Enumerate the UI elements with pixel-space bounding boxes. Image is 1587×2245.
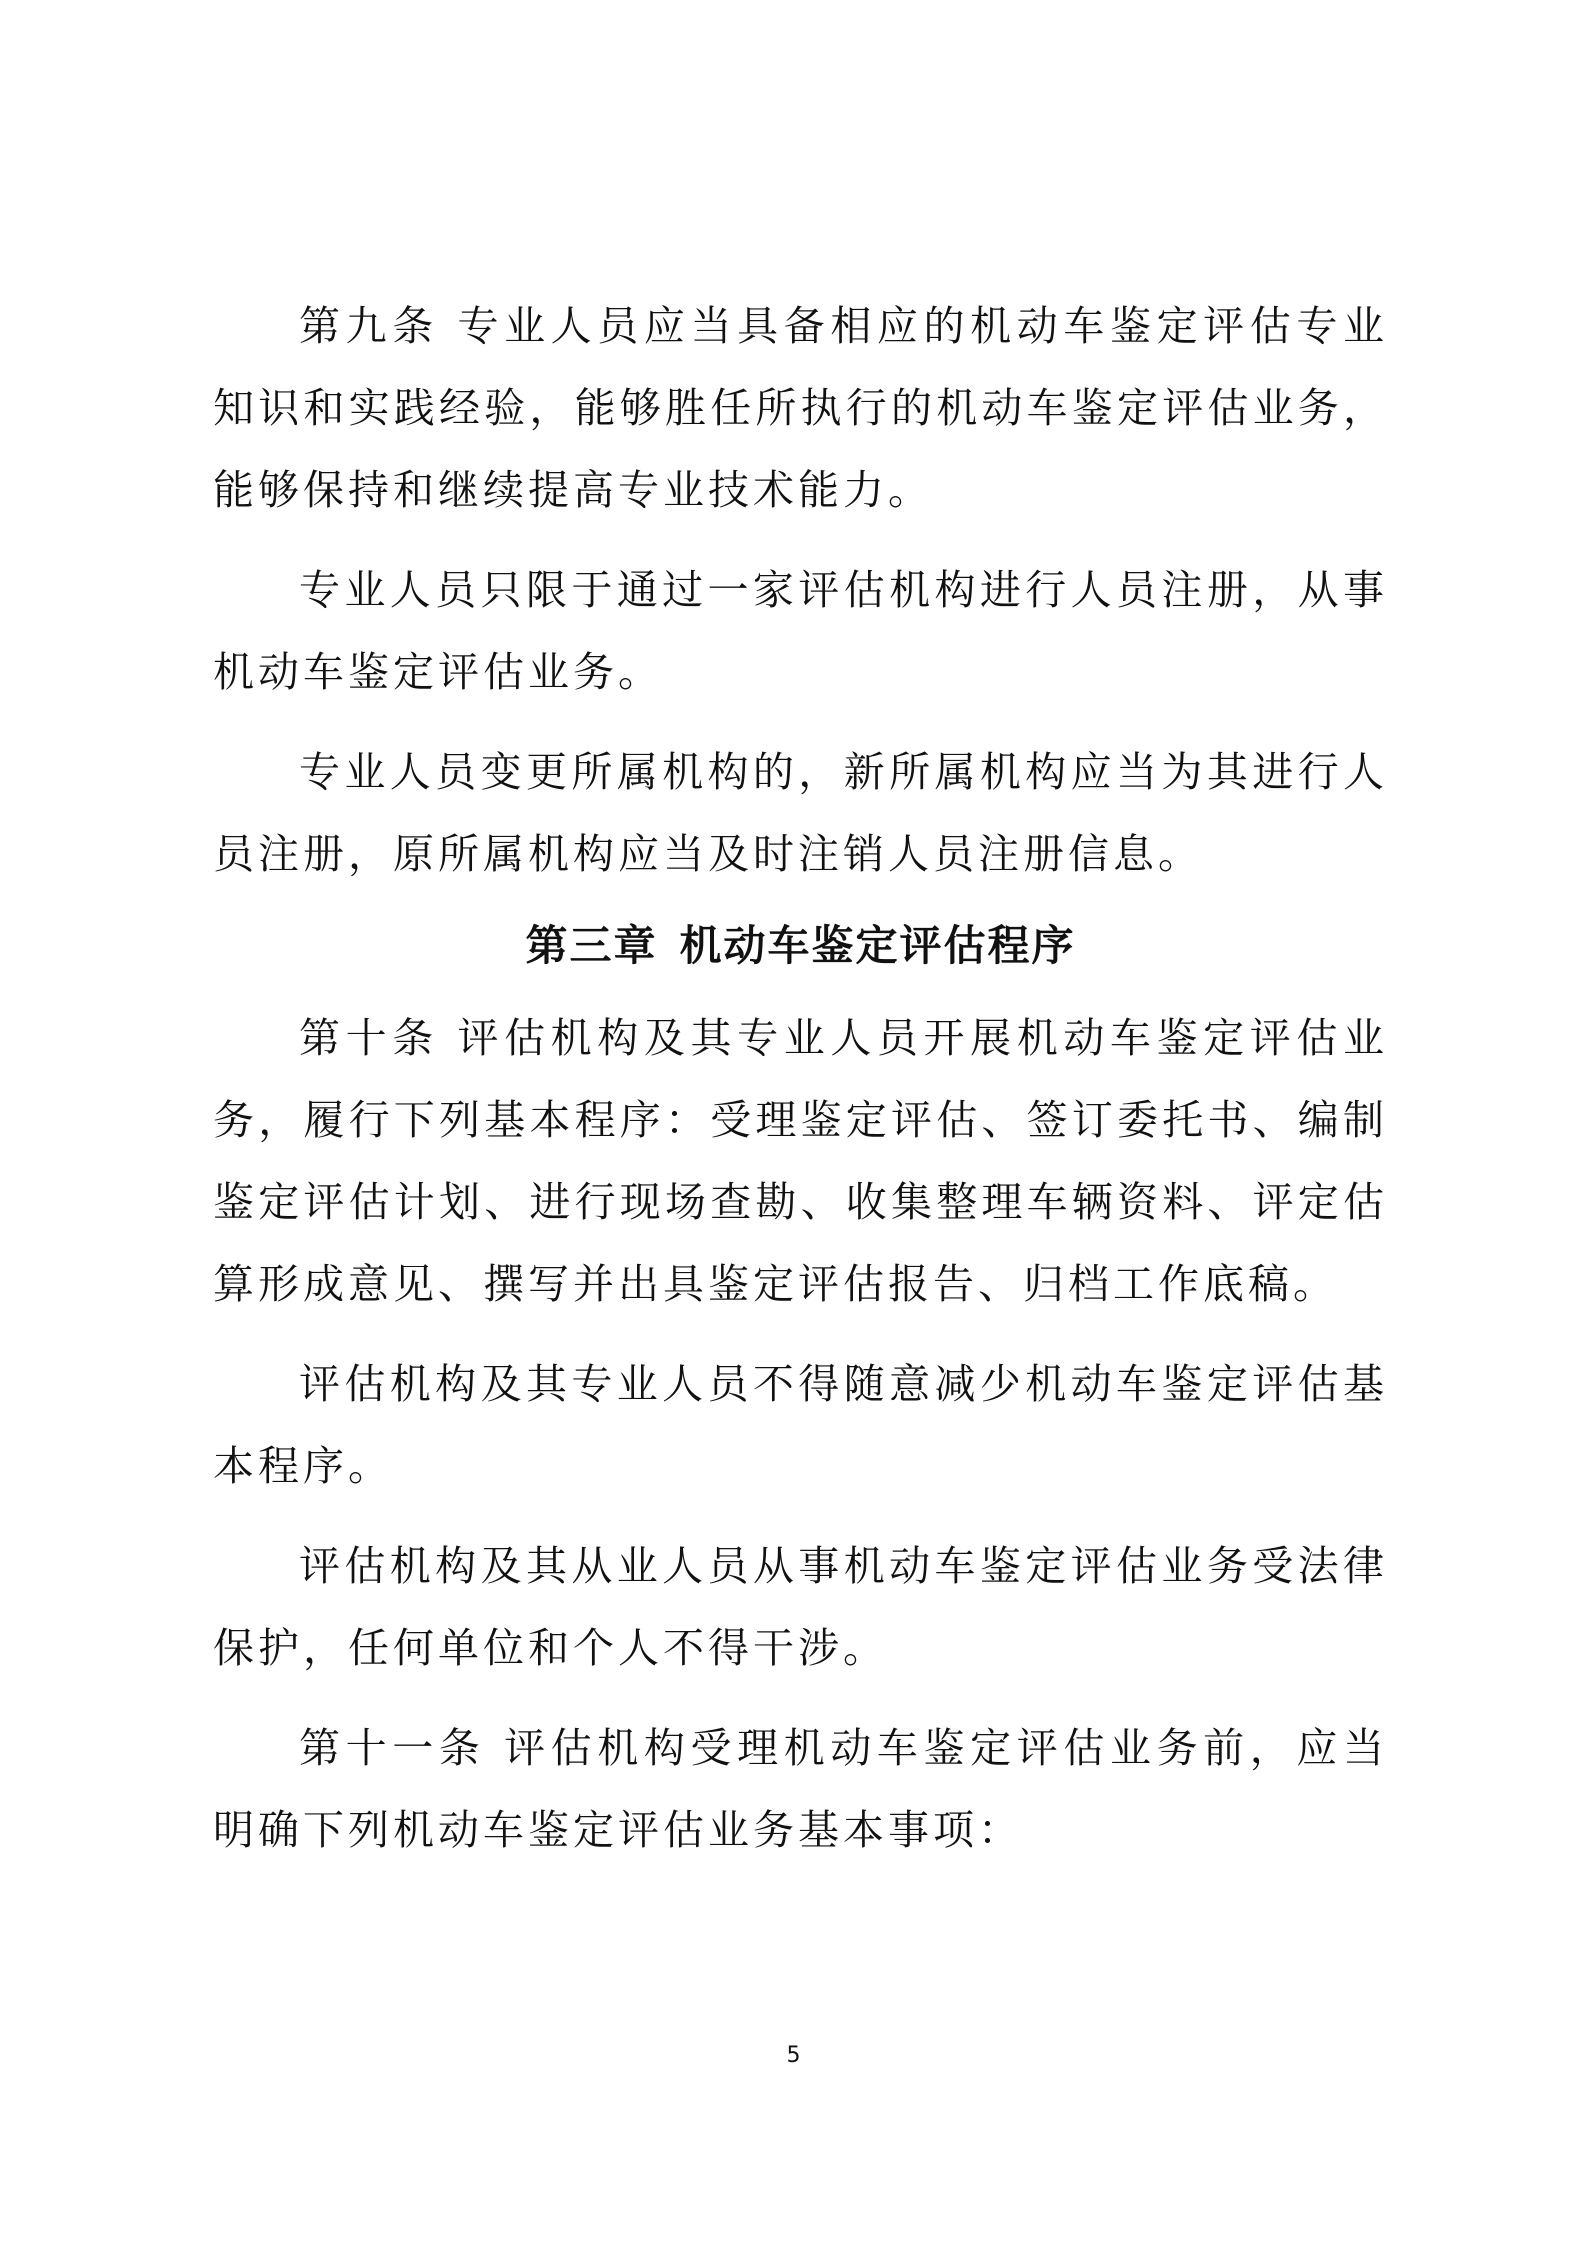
registration-paragraph: 专业人员只限于通过一家评估机构进行人员注册，从事机动车鉴定评估业务。 [213, 566, 1388, 696]
chapter-number: 第三章 [525, 921, 658, 970]
change-institution-paragraph: 专业人员变更所属机构的，新所属机构应当为其进行人员注册，原所属机构应当及时注销人员注册信息。 [213, 748, 1388, 878]
page-number: 5 [786, 2043, 801, 2068]
article-9-paragraph: 第九条 专业人员应当具备相应的机动车鉴定评估专业知识和实践经验，能够胜任所执行的机动车鉴定评估业务，能够保持和继续提高专业技术能力。 [213, 302, 1388, 514]
chapter-title: 机动车鉴定评估程序 [679, 921, 1076, 970]
procedure-restriction-paragraph: 评估机构及其专业人员不得随意减少机动车鉴定评估基本程序。 [213, 1360, 1388, 1490]
legal-protection-paragraph: 评估机构及其从业人员从事机动车鉴定评估业务受法律保护，任何单位和个人不得干涉。 [213, 1542, 1388, 1672]
article-10-paragraph: 第十条 评估机构及其专业人员开展机动车鉴定评估业务，履行下列基本程序：受理鉴定评估、签订委托书、编制鉴定评估计划、进行现场查勘、收集整理车辆资料、评定估算形成意见、撰写并出具鉴定评估报告、归档工作底稿。 [213, 1014, 1388, 1308]
page-body [213, 285, 1388, 1871]
chapter-heading [213, 905, 1388, 987]
article-11-paragraph: 第十一条 评估机构受理机动车鉴定评估业务前，应当明确下列机动车鉴定评估业务基本事项： [213, 1724, 1388, 1854]
